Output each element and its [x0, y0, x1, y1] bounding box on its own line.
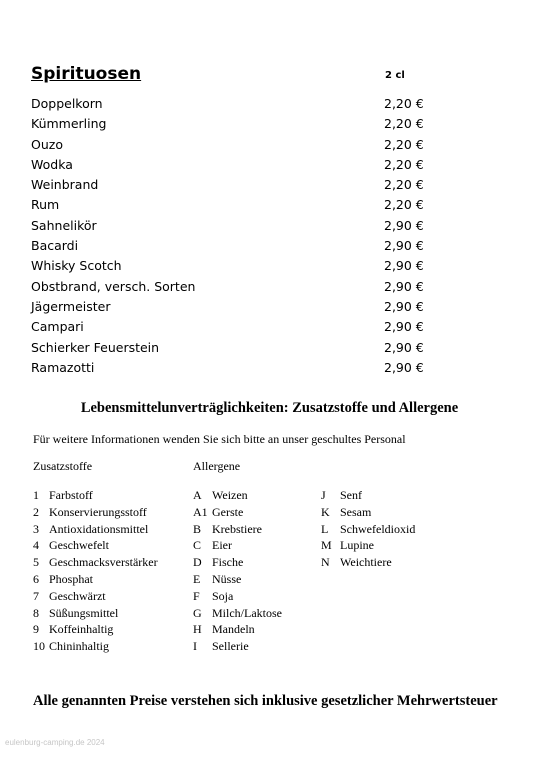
- list-item: [33, 638, 158, 655]
- drink-price: 2,90 €: [384, 339, 424, 355]
- additive-name: Farbstoff: [49, 488, 93, 502]
- drink-price: 2,90 €: [384, 298, 424, 314]
- allergy-info-text: Für weitere Informationen wenden Sie sich bitte an unser geschultes Personal: [33, 432, 406, 446]
- drink-name: Ramazotti: [31, 359, 95, 375]
- additive-code: 3: [33, 521, 39, 536]
- additive-code: 10: [33, 639, 45, 654]
- allergen-name: Milch/Laktose: [212, 605, 282, 620]
- allergen-name: Lupine: [340, 538, 374, 553]
- list-item: [33, 554, 158, 571]
- additive-name: Phosphat: [49, 571, 94, 586]
- allergen-code: L: [321, 521, 329, 536]
- list-item: [33, 537, 158, 554]
- drink-name: Kümmerling: [31, 116, 107, 132]
- drink-price: 2,20 €: [384, 177, 424, 193]
- allergen-name: Sesam: [340, 504, 372, 519]
- drink-price: 2,20 €: [384, 116, 424, 132]
- drink-name: Doppelkorn: [31, 96, 103, 111]
- list-item: [33, 621, 158, 638]
- additive-name: Chininhaltig: [49, 639, 109, 654]
- list-item: [31, 317, 431, 337]
- drink-name: Rum: [31, 197, 60, 213]
- allergen-code: D: [193, 555, 202, 570]
- allergen-code: G: [193, 605, 202, 620]
- allergen-name: Fische: [212, 555, 244, 570]
- allergen-code: E: [193, 571, 201, 586]
- drink-price: 2,90 €: [384, 278, 424, 294]
- serving-unit: 2 cl: [385, 70, 405, 81]
- list-item: [193, 638, 282, 655]
- additive-name: Koffeinhaltig: [49, 622, 114, 637]
- drink-name: Wodka: [31, 156, 73, 172]
- list-item: [321, 537, 415, 554]
- additive-name: Geschwärzt: [49, 588, 106, 603]
- list-item: [31, 94, 431, 114]
- additives-heading: Zusatzstoffe: [33, 459, 93, 473]
- allergen-code: J: [321, 488, 326, 502]
- allergen-name: Schwefeldioxid: [340, 521, 416, 536]
- additive-code: 5: [33, 555, 39, 570]
- list-item: [193, 588, 282, 605]
- drink-name: Obstbrand, versch. Sorten: [31, 278, 196, 294]
- list-item: [33, 605, 158, 622]
- allergen-name: Soja: [212, 588, 234, 603]
- vat-note: Alle genannten Preise verstehen sich inklusive gesetzlicher Mehrwertsteuer: [33, 693, 498, 709]
- additive-code: 2: [33, 504, 39, 519]
- allergen-name: Sellerie: [212, 639, 249, 654]
- drink-name: Weinbrand: [31, 177, 99, 193]
- additive-name: Konservierungsstoff: [49, 504, 147, 519]
- list-item: [193, 504, 282, 521]
- allergen-name: Weichtiere: [340, 555, 392, 570]
- list-item: [321, 554, 415, 571]
- list-item: [31, 236, 431, 256]
- list-item: [33, 521, 158, 538]
- allergens-list-2: [321, 487, 415, 571]
- list-item: [31, 195, 431, 215]
- additive-name: Antioxidationsmittel: [49, 521, 149, 536]
- drink-price: 2,90 €: [384, 359, 424, 375]
- allergen-name: Nüsse: [212, 571, 242, 586]
- allergen-code: N: [321, 555, 330, 570]
- list-item: [31, 297, 431, 317]
- drink-price: 2,90 €: [384, 217, 424, 233]
- allergen-code: M: [321, 538, 332, 553]
- drink-name: Bacardi: [31, 238, 79, 254]
- list-item: [31, 155, 431, 175]
- allergen-code: I: [193, 639, 197, 654]
- allergy-section-title: Lebensmittelunverträglichkeiten: Zusatzstoffe und Allergene: [80, 400, 459, 416]
- allergen-name: Senf: [340, 488, 362, 502]
- allergen-code: B: [193, 521, 202, 536]
- additive-code: 9: [33, 622, 39, 637]
- allergen-code: H: [193, 622, 202, 637]
- allergen-name: Weizen: [212, 488, 248, 502]
- list-item: [193, 554, 282, 571]
- list-item: [31, 175, 431, 195]
- list-item: [33, 504, 158, 521]
- list-item: [321, 487, 415, 504]
- list-item: [31, 277, 431, 297]
- allergen-code: A1: [193, 504, 208, 519]
- allergen-name: Krebstiere: [212, 521, 262, 536]
- list-item: [321, 521, 415, 538]
- list-item: [193, 571, 282, 588]
- allergen-name: Eier: [212, 538, 232, 553]
- additives-list: [33, 487, 158, 655]
- allergen-code: K: [321, 504, 330, 519]
- list-item: [193, 487, 282, 504]
- allergen-code: F: [193, 588, 200, 603]
- drink-price: 2,20 €: [384, 96, 424, 111]
- additive-name: Geschmacksverstärker: [49, 555, 158, 570]
- allergens-heading: Allergene: [193, 459, 241, 473]
- allergen-code: C: [193, 538, 202, 553]
- list-item: [193, 621, 282, 638]
- drink-name: Ouzo: [31, 136, 63, 152]
- list-item: [31, 338, 431, 358]
- drink-name: Whisky Scotch: [31, 258, 122, 274]
- drink-name: Jägermeister: [31, 298, 111, 314]
- drinks-list: [31, 94, 431, 378]
- allergen-code: A: [193, 488, 202, 502]
- list-item: [31, 216, 431, 236]
- list-item: [33, 487, 158, 504]
- list-item: [193, 605, 282, 622]
- drink-price: 2,20 €: [384, 156, 424, 172]
- additive-name: Süßungsmittel: [49, 605, 119, 620]
- drink-name: Sahnelikör: [31, 217, 97, 233]
- additive-name: Geschwefelt: [49, 538, 109, 553]
- drink-price: 2,20 €: [384, 136, 424, 152]
- list-item: [321, 504, 415, 521]
- list-item: [31, 256, 431, 276]
- list-item: [31, 114, 431, 134]
- list-item: [33, 571, 158, 588]
- drink-name: Campari: [31, 319, 84, 335]
- list-item: [193, 521, 282, 538]
- drink-price: 2,20 €: [384, 197, 424, 213]
- additive-code: 1: [33, 488, 39, 502]
- additive-code: 6: [33, 571, 39, 586]
- list-item: [33, 588, 158, 605]
- list-item: [31, 358, 431, 378]
- list-item: [193, 537, 282, 554]
- allergens-list: [193, 487, 282, 655]
- additive-code: 4: [33, 538, 39, 553]
- allergen-name: Gerste: [212, 504, 244, 519]
- additive-code: 8: [33, 605, 39, 620]
- drink-price: 2,90 €: [384, 238, 424, 254]
- drink-price: 2,90 €: [384, 319, 424, 335]
- watermark: eulenburg-camping.de 2024: [5, 738, 105, 747]
- page-title: Spirituosen: [31, 64, 142, 84]
- drink-name: Schierker Feuerstein: [31, 339, 160, 355]
- drink-price: 2,90 €: [384, 258, 424, 274]
- list-item: [31, 135, 431, 155]
- additive-code: 7: [33, 588, 39, 603]
- allergen-name: Mandeln: [212, 622, 255, 637]
